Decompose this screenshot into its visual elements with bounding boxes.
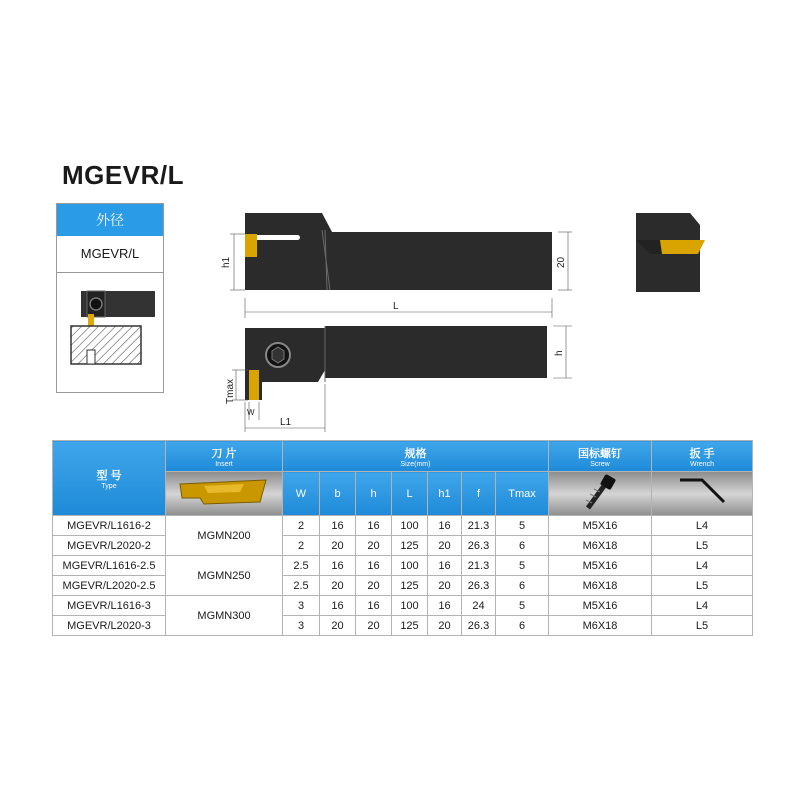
table-row: MGEVR/L2020-2.5 2.5 20 20 125 20 26.3 6 M6X18 L5 (53, 576, 753, 596)
type-header: 型 号 Type (53, 441, 166, 516)
dim-label-w: W (247, 408, 255, 417)
holder-end-view (636, 213, 705, 292)
col-f: f (462, 472, 496, 516)
insert-cell: MGMN250 (166, 556, 283, 596)
card-header: 外径 (57, 204, 163, 236)
wrench-header: 扳 手 Wrench (652, 441, 753, 472)
col-W: W (283, 472, 320, 516)
col-b: b (320, 472, 356, 516)
holder-top-view (221, 213, 572, 290)
spec-table (52, 440, 753, 636)
screw-image (549, 472, 652, 516)
dim-label-20: 20 (556, 256, 567, 268)
wrench-icon (672, 472, 732, 512)
table-row: MGEVR/L2020-3 3 20 20 125 20 26.3 6 M6X18 L5 (53, 616, 753, 636)
insert-cell: MGMN200 (166, 516, 283, 556)
page-title: MGEVR/L (62, 160, 184, 190)
holder-side-view (225, 326, 572, 432)
dim-label-L: L (393, 301, 399, 312)
card-model: MGEVR/L (57, 236, 163, 273)
col-h1: h1 (428, 472, 462, 516)
dim-label-h: h (554, 350, 565, 356)
col-L: L (392, 472, 428, 516)
dim-label-h1: h1 (221, 256, 232, 268)
col-Tmax: Tmax (496, 472, 549, 516)
dim-label-tmax: Tmax (225, 379, 236, 404)
table-row: MGEVR/L1616-2 MGMN200 2 16 16 100 16 21.3 5 M5X16 L4 (53, 516, 753, 536)
dim-label-L1: L1 (280, 417, 292, 428)
table-row: MGEVR/L1616-2.5 MGMN250 2.5 16 16 100 16 21.3 5 M5X16 L4 (53, 556, 753, 576)
wrench-image (652, 472, 753, 516)
col-h: h (356, 472, 392, 516)
table-row: MGEVR/L2020-2 2 20 20 125 20 26.3 6 M6X18 L5 (53, 536, 753, 556)
screw-header: 国标螺钉 Screw (549, 441, 652, 472)
insert-cell: MGMN300 (166, 596, 283, 636)
insert-image (166, 472, 283, 516)
screw-icon (580, 472, 620, 512)
insert-icon (174, 476, 274, 508)
insert-header: 刀 片 Insert (166, 441, 283, 472)
size-header: 规格 Size(mm) (283, 441, 549, 472)
table-row: MGEVR/L1616-3 MGMN300 3 16 16 100 16 24 5 M5X16 L4 (53, 596, 753, 616)
